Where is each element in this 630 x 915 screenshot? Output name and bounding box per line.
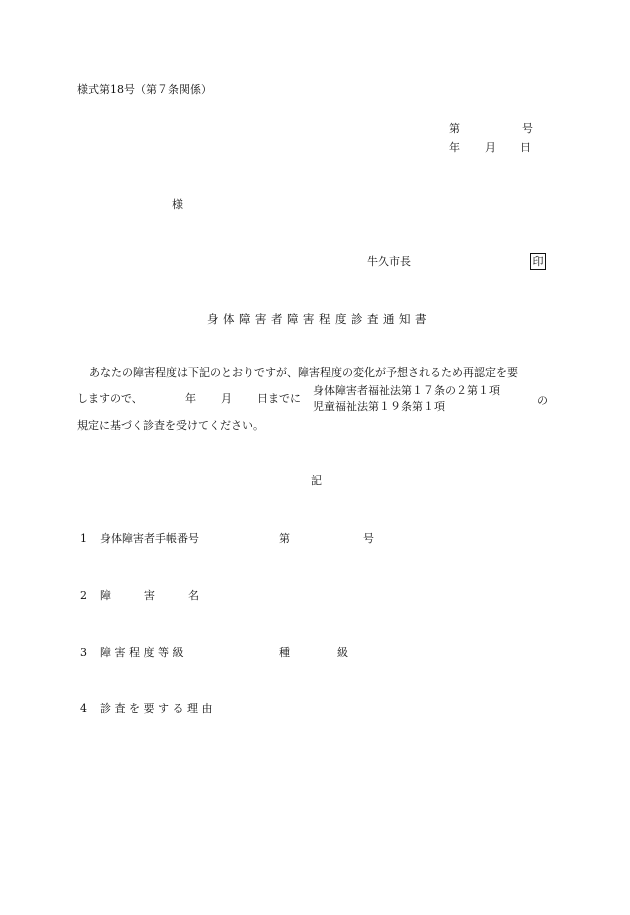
item-4-label: 診 査 を 要 す る 理 由 — [100, 702, 213, 715]
item-3-suffix: 級 — [337, 646, 348, 659]
item-2-label: 障 害 名 — [100, 589, 199, 602]
item-1-label: 身体障害者手帳番号 — [100, 532, 199, 545]
ki-heading: 記 — [311, 474, 322, 487]
seal-stamp: 印 — [530, 253, 546, 270]
body-line-1: あなたの障害程度は下記のとおりですが、障害程度の変化が予想されるため再認定を要 — [89, 366, 518, 379]
body-day-until: 日までに — [257, 392, 301, 405]
form-number: 様式第18号（第７条関係） — [77, 83, 212, 96]
body-month: 月 — [221, 392, 232, 405]
item-1-number: 1 — [80, 532, 87, 545]
item-4-number: 4 — [80, 702, 87, 715]
item-2-number: 2 — [80, 589, 87, 602]
item-3-prefix: 種 — [279, 646, 290, 659]
document-number-prefix: 第 — [449, 122, 460, 135]
body-line-3: 規定に基づく診査を受けてください。 — [77, 419, 264, 432]
item-3-label: 障 害 程 度 等 級 — [100, 646, 184, 659]
law-option-2: 児童福祉法第１９条第１項 — [313, 400, 445, 413]
sender-title: 牛久市長 — [367, 255, 411, 268]
body-particle: の — [537, 394, 548, 407]
item-3-number: 3 — [80, 646, 87, 659]
body-year: 年 — [185, 392, 196, 405]
recipient-honorific: 様 — [172, 198, 183, 211]
document-number-suffix: 号 — [522, 122, 533, 135]
body-line-2-start: しますので、 — [77, 392, 143, 405]
item-1-suffix: 号 — [363, 532, 374, 545]
law-option-1: 身体障害者福祉法第１７条の２第１項 — [313, 384, 500, 397]
date-month: 月 — [485, 141, 496, 154]
date-year: 年 — [449, 141, 460, 154]
date-day: 日 — [520, 141, 531, 154]
item-1-prefix: 第 — [279, 532, 290, 545]
document-title: 身体障害者障害程度診査通知書 — [207, 312, 431, 326]
